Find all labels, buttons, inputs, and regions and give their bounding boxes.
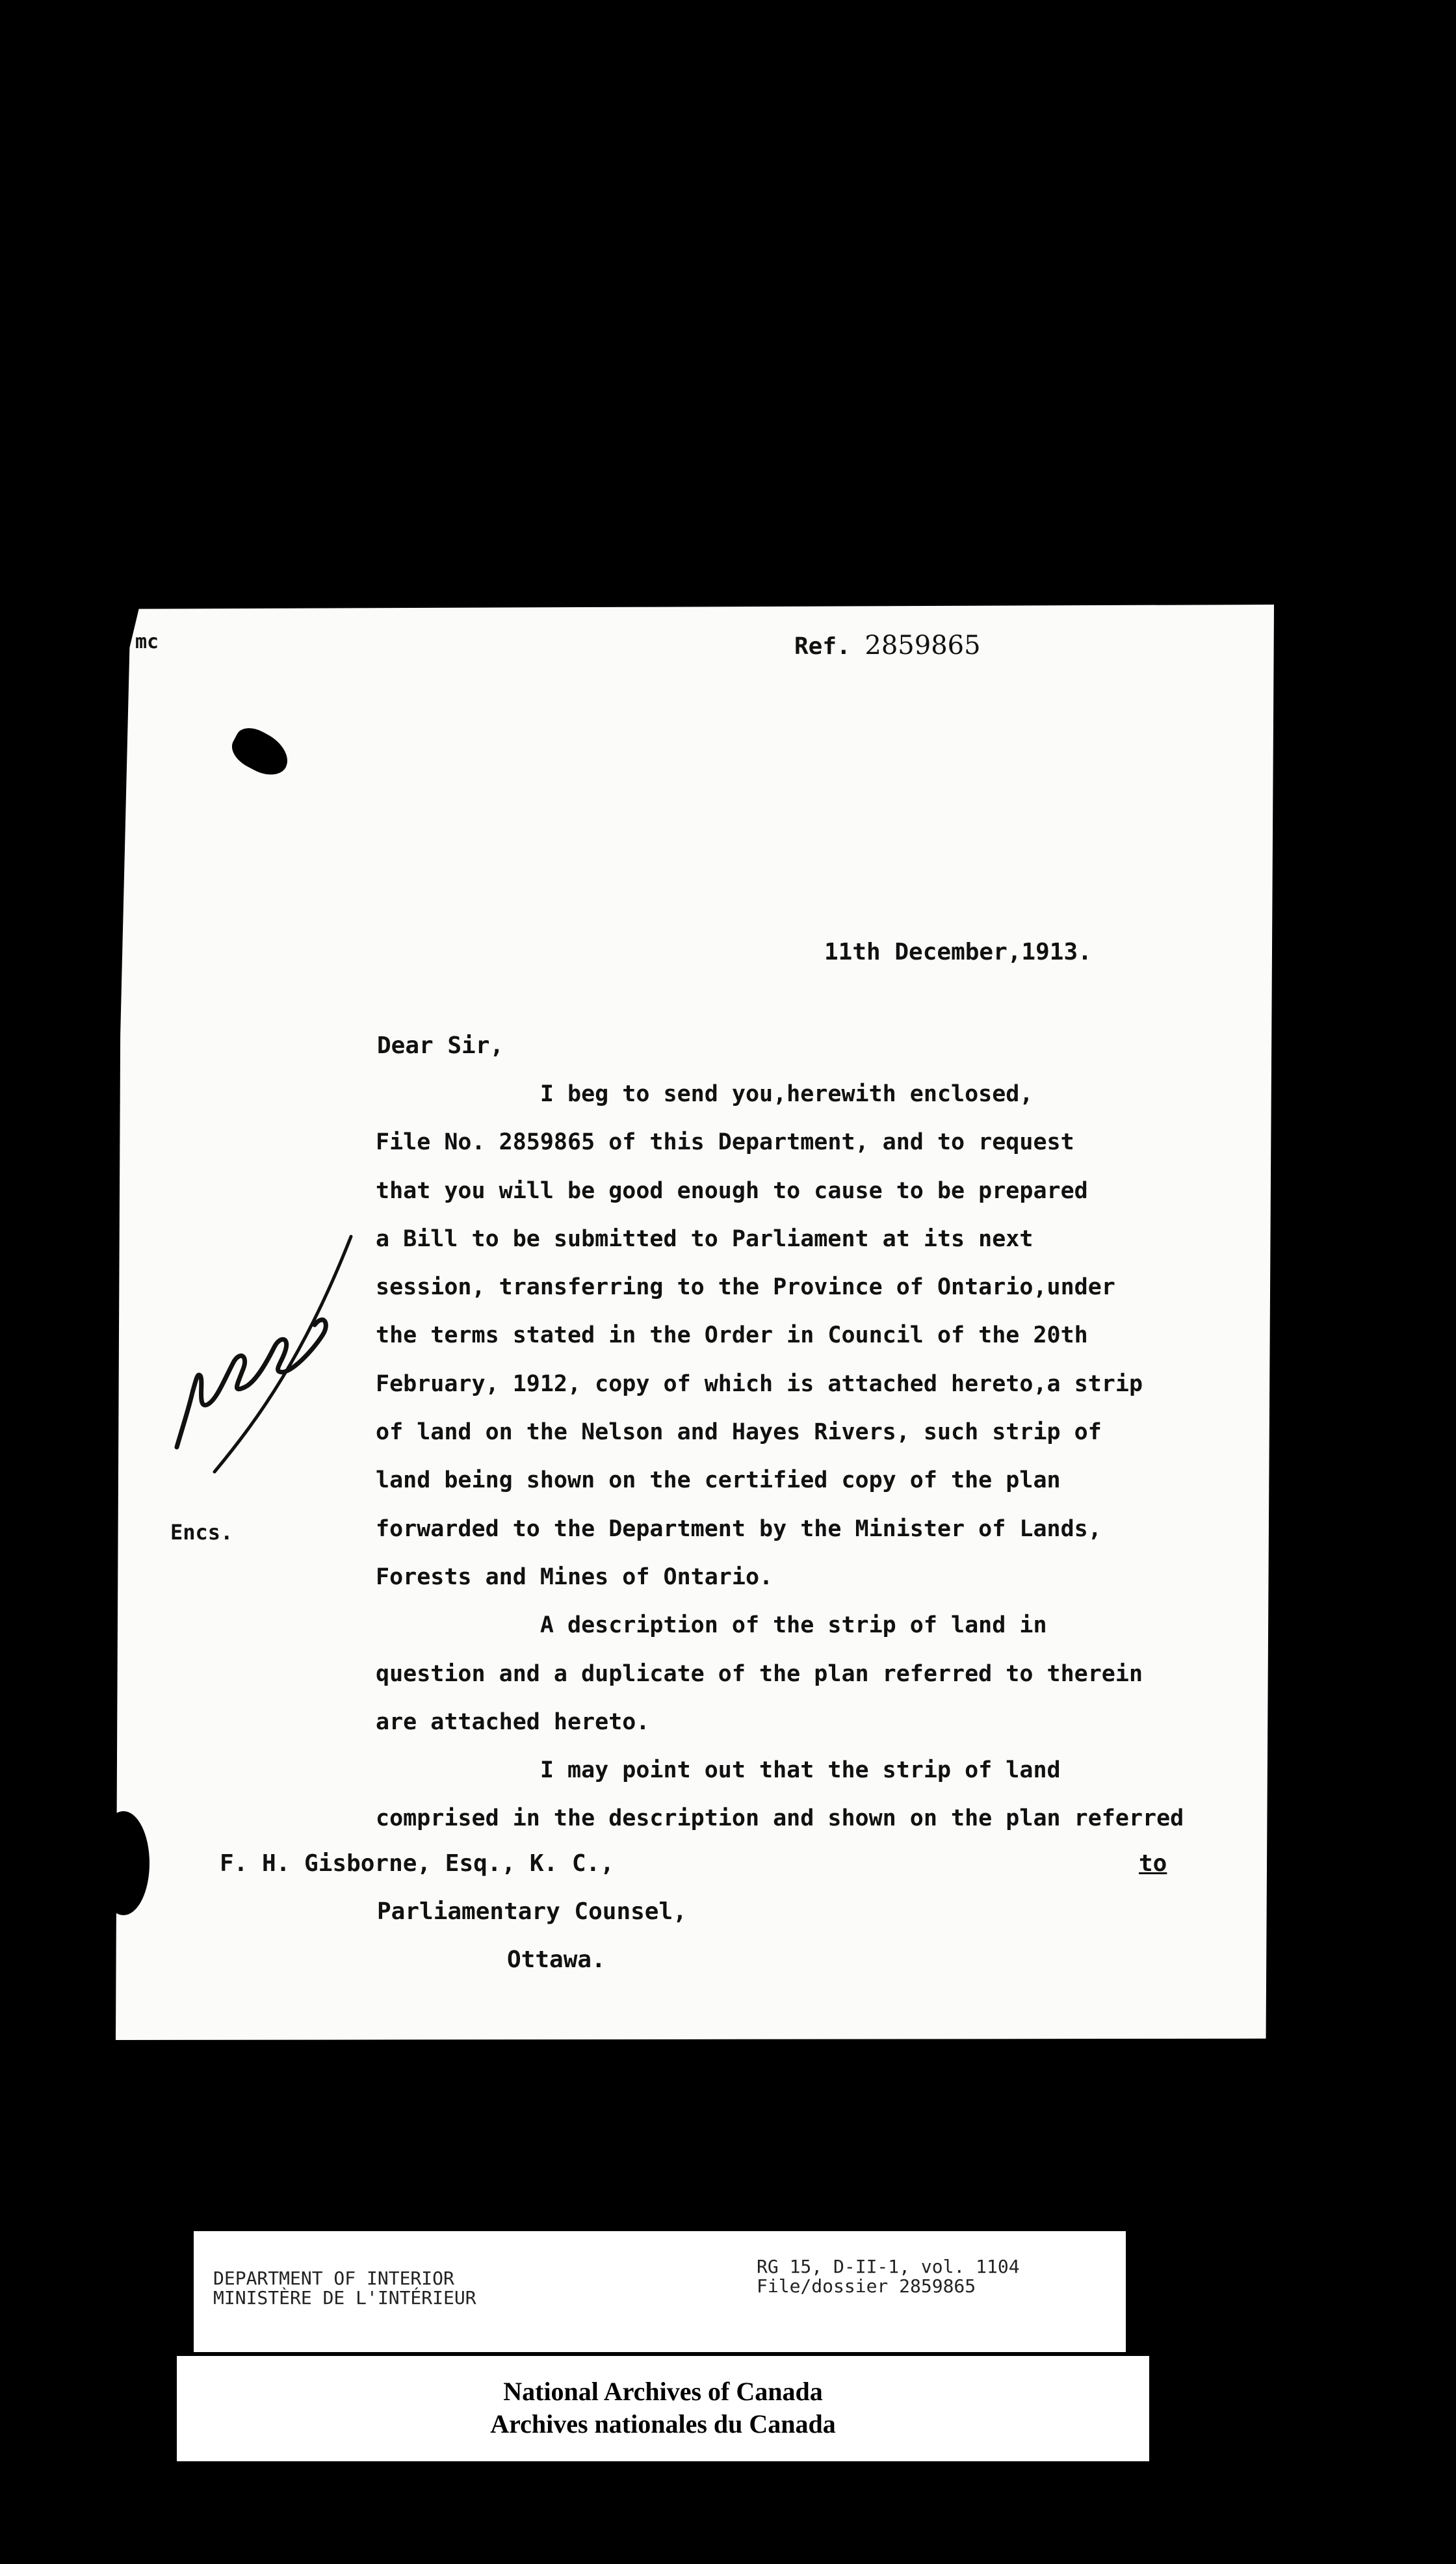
body-line: that you will be good enough to cause to be prepared bbox=[376, 1177, 1088, 1204]
body-line: comprised in the description and shown on the plan referred bbox=[376, 1805, 1184, 1832]
archive-name-en: National Archives of Canada bbox=[503, 2377, 823, 2406]
body-line: of land on the Nelson and Hayes Rivers, such strip of bbox=[376, 1419, 1102, 1446]
department-en: DEPARTMENT OF INTERIOR bbox=[213, 2268, 454, 2289]
file-number: File/dossier 2859865 bbox=[757, 2275, 976, 2297]
record-group: RG 15, D-II-1, vol. 1104 bbox=[757, 2256, 1020, 2277]
punch-hole bbox=[98, 1811, 150, 1915]
body-line: question and a duplicate of the plan referred to therein bbox=[376, 1660, 1143, 1687]
department-label bbox=[213, 2269, 476, 2308]
body-line: are attached hereto. bbox=[376, 1708, 650, 1735]
body-line: the terms stated in the Order in Council of the 20th bbox=[376, 1322, 1088, 1349]
body-line: File No. 2859865 of this Department, and to request bbox=[376, 1129, 1074, 1156]
archive-name-fr: Archives nationales du Canada bbox=[490, 2409, 836, 2439]
body-line: February, 1912, copy of which is attached hereto,a strip bbox=[376, 1370, 1143, 1397]
body-line: Forests and Mines of Ontario. bbox=[376, 1563, 774, 1590]
ref-number: 2859865 bbox=[864, 631, 981, 661]
body-line: session, transferring to the Province of Ontario,under bbox=[376, 1274, 1115, 1301]
body-line: A description of the strip of land in bbox=[376, 1612, 1047, 1639]
body-line: a Bill to be submitted to Parliament at its next bbox=[376, 1225, 1034, 1252]
addressee-title: Parliamentary Counsel, bbox=[377, 1898, 687, 1925]
archive-name-label bbox=[177, 2356, 1149, 2461]
letter-date: 11th December,1913. bbox=[824, 939, 1092, 965]
salutation: Dear Sir, bbox=[377, 1032, 504, 1059]
letter-body bbox=[376, 1070, 1184, 1843]
catchword: to bbox=[1139, 1850, 1167, 1877]
body-line: I may point out that the strip of land bbox=[376, 1757, 1061, 1784]
enclosures-note: Encs. bbox=[170, 1520, 233, 1545]
reference-label bbox=[757, 2257, 1020, 2296]
reference-line bbox=[794, 631, 981, 661]
body-line: forwarded to the Department by the Minister of Lands, bbox=[376, 1515, 1102, 1542]
ref-label: Ref. bbox=[794, 633, 851, 660]
typist-initials: mc bbox=[135, 631, 159, 653]
body-line: land being shown on the certified copy of the plan bbox=[376, 1467, 1061, 1494]
addressee-name: F. H. Gisborne, Esq., K. C., bbox=[220, 1850, 614, 1877]
handwritten-margin-mark bbox=[162, 1222, 370, 1482]
addressee-city: Ottawa. bbox=[507, 1946, 606, 1973]
archive-reference-label bbox=[194, 2231, 1126, 2352]
department-fr: MINISTÈRE DE L'INTÉRIEUR bbox=[213, 2287, 476, 2309]
body-line: I beg to send you,herewith enclosed, bbox=[376, 1081, 1034, 1107]
